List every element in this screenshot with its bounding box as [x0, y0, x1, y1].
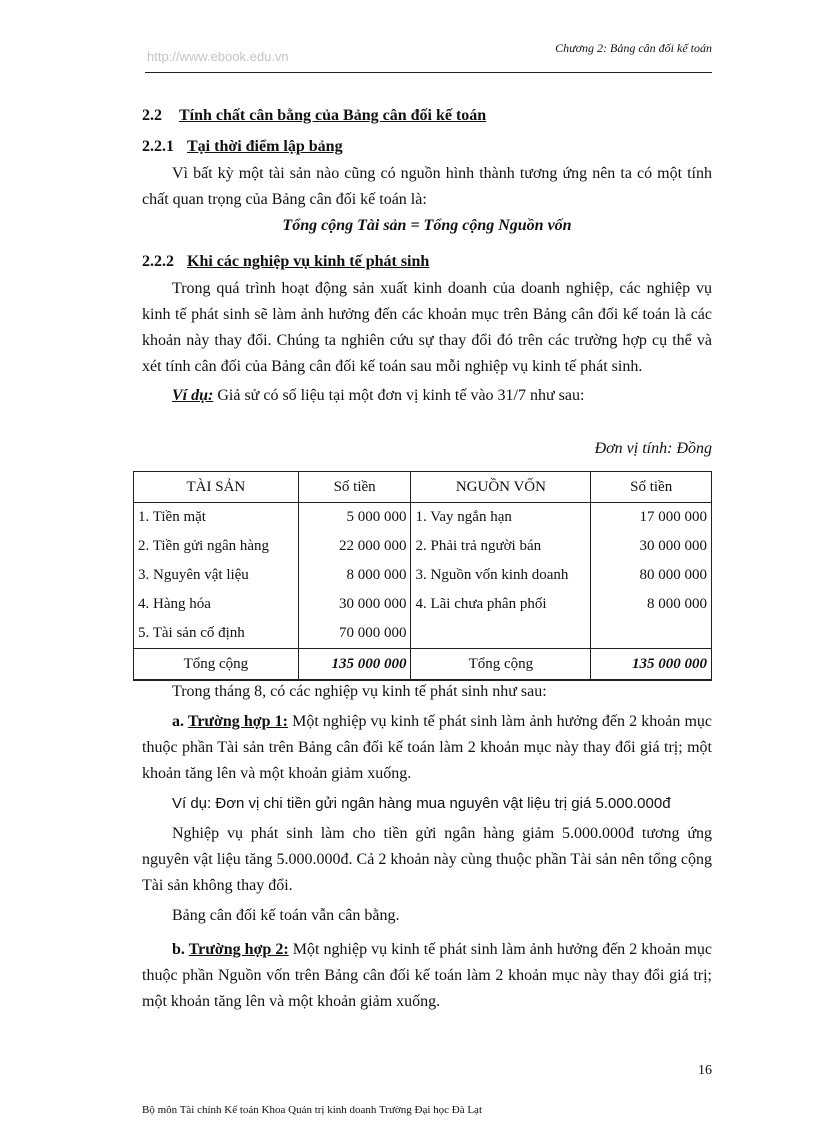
source-name: 3. Nguồn vốn kinh doanh [411, 561, 591, 590]
case-a-explain: Nghiệp vụ phát sinh làm cho tiền gửi ngân hàng giảm 5.000.000đ tương ứng nguyên vật liệu tăng 5.000.000đ. Cả 2 khoản này cùng thuộc phần Tài sản nên tổng cộng Tài sản không thay đổi. [142, 825, 712, 894]
case-a-example: Ví dụ: Đơn vị chi tiền gửi ngân hàng mua nguyên vật liệu trị giá 5.000.000đ [172, 795, 671, 812]
case-a-result: Bảng cân đối kế toán vẫn cân bằng. [172, 907, 400, 924]
asset-name: 1. Tiền mặt [134, 503, 299, 533]
section-title: Tính chất cân bằng của Bảng cân đối kế toán [179, 107, 487, 124]
subsection-2-text: Trong quá trình hoạt động sản xuất kinh doanh của doanh nghiệp, các nghiệp vụ kinh tế phát sinh sẽ làm ảnh hưởng đến các khoản mục trên Bảng cân đối kế toán là các khoản này thay đổi. Chúng ta nghiên cứu sự thay đổi đó trên các trường hợp cụ thể và xét tính cân đối của Bảng cân đối kế toán sau mỗi nghiệp vụ kinh tế phát sinh. [142, 280, 712, 375]
source-name: 1. Vay ngắn hạn [411, 503, 591, 533]
case-a-text: Một nghiệp vụ kinh tế phát sinh làm ảnh hưởng đến 2 khoản mục thuộc phần Tài sản trên Bảng cân đối kế toán làm 2 khoản mục này thay đổi giá trị; một khoản tăng lên và một khoản giảm xuống. [142, 713, 713, 782]
total-sources-amount: 135 000 000 [591, 649, 712, 681]
subsection-1-text: Vì bất kỳ một tài sản nào cũng có nguồn hình thành tương ứng nên ta có một tính chất quan trọng của Bảng cân đối kế toán là: [142, 165, 712, 208]
source-amount: 30 000 000 [591, 532, 712, 561]
section-heading [142, 107, 486, 125]
case-b-prefix: b. [172, 941, 189, 958]
table-row [134, 503, 712, 533]
subsection-1-number: 2.2.1 [142, 138, 174, 155]
asset-amount: 8 000 000 [298, 561, 411, 590]
balance-formula: Tổng cộng Tài sản = Tổng cộng Nguồn vốn [282, 217, 572, 234]
total-sources-label: Tổng cộng [411, 649, 591, 681]
page-number: 16 [698, 1063, 712, 1078]
example-text: Giả sử có số liệu tại một đơn vị kinh tế vào 31/7 như sau: [213, 387, 585, 404]
subsection-2-heading [142, 253, 429, 271]
header-amount-sources: Số tiền [591, 472, 712, 503]
table-row [134, 590, 712, 619]
source-amount: 80 000 000 [591, 561, 712, 590]
chapter-header: Chương 2: Bảng cân đối kế toán [555, 41, 712, 55]
asset-name: 2. Tiền gửi ngân hàng [134, 532, 299, 561]
source-amount: 8 000 000 [591, 590, 712, 619]
asset-amount: 22 000 000 [298, 532, 411, 561]
case-a-label: Trường hợp 1: [187, 713, 288, 730]
asset-amount: 5 000 000 [298, 503, 411, 533]
table-row [134, 561, 712, 590]
header-sources: NGUỒN VỐN [411, 472, 591, 503]
subsection-2-body [142, 276, 712, 409]
case-b-text: Một nghiệp vụ kinh tế phát sinh làm ảnh hưởng đến 2 khoản mục thuộc phần Nguồn vốn trên Bảng cân đối kế toán làm 2 khoản mục này thay đổi giá trị; một khoản tăng lên và một khoản giảm xuống. [142, 941, 713, 1010]
example-label: Ví dụ: [172, 387, 214, 404]
total-assets-label: Tổng cộng [134, 649, 299, 681]
table-row [134, 619, 712, 649]
subsection-1-heading [142, 138, 343, 156]
source-name: 4. Lãi chưa phân phối [411, 590, 591, 619]
table-row [134, 532, 712, 561]
watermark: http://www.ebook.edu.vn [147, 49, 289, 64]
case-a-paragraph [142, 709, 712, 787]
table-total-row [134, 649, 712, 681]
unit-label: Đơn vị tính: Đồng [594, 440, 712, 457]
case-a-prefix: a. [172, 713, 188, 730]
source-amount: 17 000 000 [591, 503, 712, 533]
header-assets: TÀI SẢN [134, 472, 299, 503]
header-rule [145, 72, 712, 73]
asset-amount: 70 000 000 [298, 619, 411, 649]
footer-department: Bộ môn Tài chính Kế toán Khoa Quản trị kinh doanh Trường Đại học Đà Lạt [142, 1104, 482, 1116]
subsection-1-title: Tại thời điểm lập bảng [187, 138, 343, 155]
case-b-paragraph [142, 937, 712, 1015]
source-amount [591, 619, 712, 649]
intro-text: Trong tháng 8, có các nghiệp vụ kinh tế phát sinh như sau: [172, 683, 547, 700]
section-number: 2.2 [142, 107, 162, 124]
balance-sheet-table [133, 471, 712, 681]
asset-name: 5. Tài sản cố định [134, 619, 299, 649]
case-b-label: Trường hợp 2: [188, 941, 289, 958]
header-amount-assets: Số tiền [298, 472, 411, 503]
total-assets-amount: 135 000 000 [298, 649, 411, 681]
asset-amount: 30 000 000 [298, 590, 411, 619]
source-name: 2. Phải trả người bán [411, 532, 591, 561]
subsection-1-body [142, 161, 712, 213]
subsection-2-title: Khi các nghiệp vụ kinh tế phát sinh [187, 253, 430, 270]
table-header-row [134, 472, 712, 503]
source-name [411, 619, 591, 649]
cases-body [142, 679, 712, 1015]
asset-name: 3. Nguyên vật liệu [134, 561, 299, 590]
subsection-2-number: 2.2.2 [142, 253, 174, 270]
asset-name: 4. Hàng hóa [134, 590, 299, 619]
